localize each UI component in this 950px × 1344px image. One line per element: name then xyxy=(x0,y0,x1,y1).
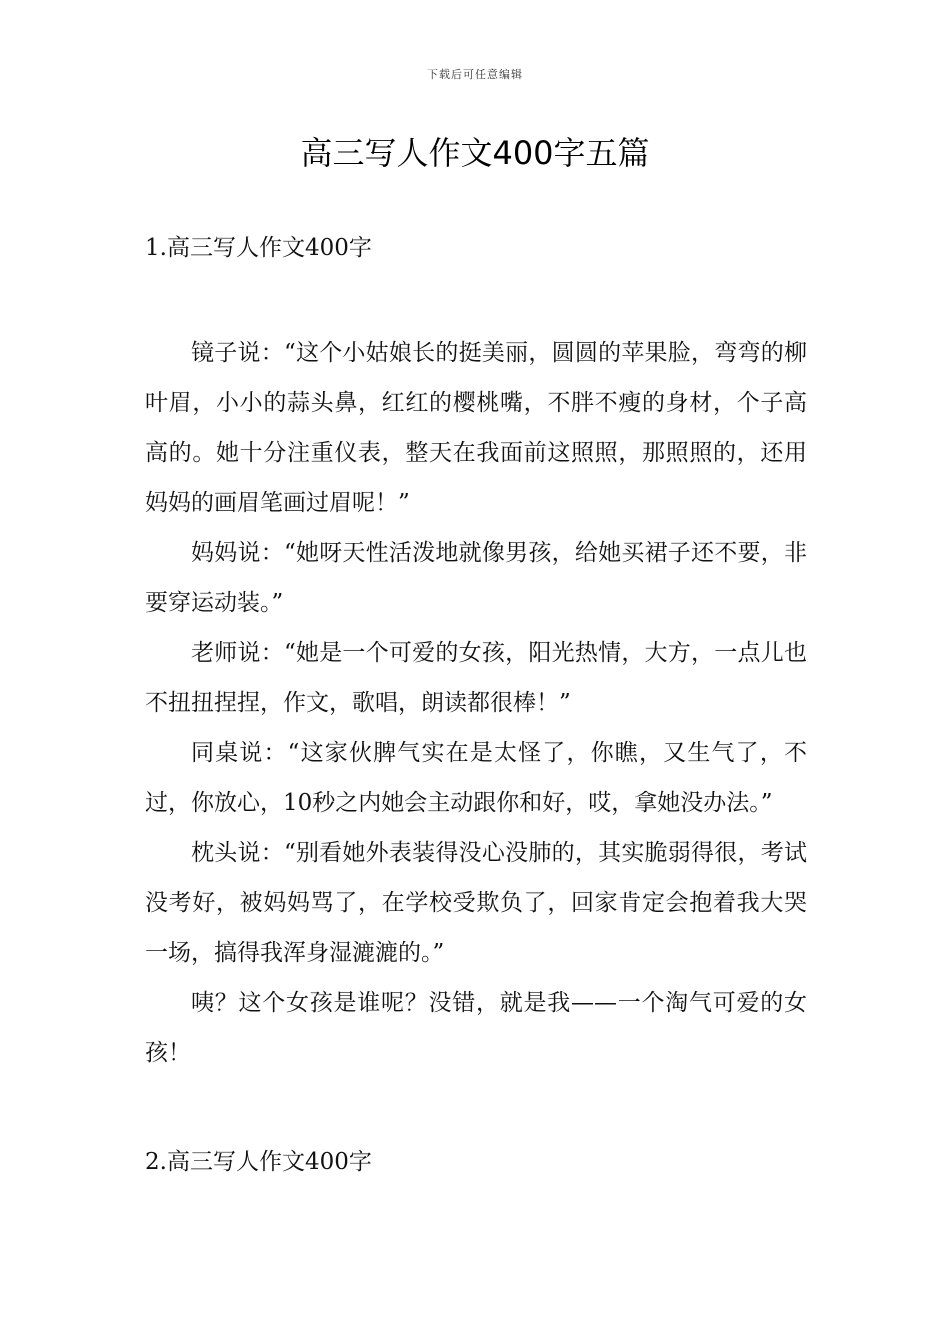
essay-section-1 xyxy=(145,226,807,1078)
header-note: 下载后可任意编辑 xyxy=(427,68,523,81)
paragraph-deskmate: 同桌说：“这家伙脾气实在是太怪了，你瞧，又生气了，不过，你放心，10秒之内她会主动跟你和好，哎，拿她没办法。” xyxy=(145,740,807,816)
paragraph-mother: 妈妈说：“她呀天性活泼地就像男孩，给她买裙子还不要，非要穿运动装。” xyxy=(145,540,807,616)
section-heading: 2.高三写人作文400字 xyxy=(145,1149,372,1175)
paragraph-teacher: 老师说：“她是一个可爱的女孩，阳光热情，大方，一点儿也不扭扭捏捏，作文，歌唱，朗读都很棒！” xyxy=(145,640,807,716)
paragraph-pillow: 枕头说：“别看她外表装得没心没肺的，其实脆弱得很，考试没考好，被妈妈骂了，在学校受欺负了，回家肯定会抱着我大哭一场，搞得我浑身湿漉漉的。” xyxy=(145,840,807,966)
document-title: 高三写人作文400字五篇 xyxy=(300,134,650,172)
section-heading: 1.高三写人作文400字 xyxy=(145,235,372,261)
paragraph-mirror: 镜子说：“这个小姑娘长的挺美丽，圆圆的苹果脸，弯弯的柳叶眉，小小的蒜头鼻，红红的樱桃嘴，不胖不瘦的身材，个子高高的。她十分注重仪表，整天在我面前这照照，那照照的，还用妈妈的画眉笔画过眉呢！” xyxy=(145,340,807,516)
essay-section-2 xyxy=(145,1140,807,1184)
document-body xyxy=(145,226,807,1184)
paragraph-conclusion: 咦？这个女孩是谁呢？没错，就是我——一个淘气可爱的女孩！ xyxy=(145,990,807,1066)
